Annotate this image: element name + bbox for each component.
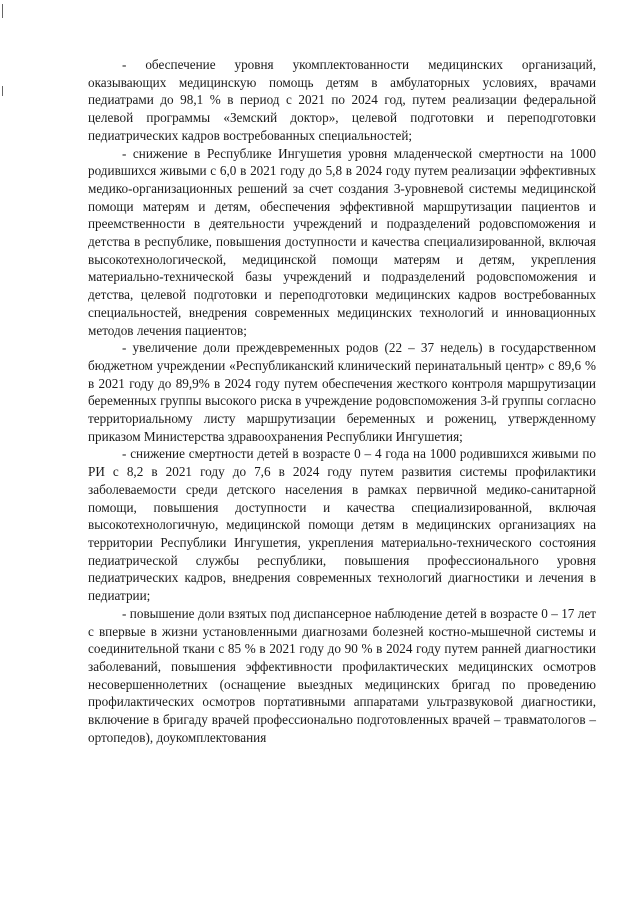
paragraph-premature-births: - увеличение доли преждевременных родов (22 – 37 недель) в государственном бюджетном учреждении «Республиканский клинический перинатальный центр» с 89,6 % в 2021 году до 89,9% в 2024 году путем обеспечения жесткого контроля маршрутизации беременных группы высокого риска в учреждение родовспоможения 3-й группы согласно территориальному листу маршрутизации беременных и рожениц, утвержденному приказом Министерства здравоохранения Республики Ингушетия; [88,340,596,444]
paragraph-staffing: - обеспечение уровня укомплектованности медицинских организаций, оказывающих медицинскую помощь детям в амбулаторных условиях, врачами педиатрами до 98,1 % в период с 2021 по 2024 год, путем реализации федеральной целевой программы «Земский доктор», целевой подготовки и переподготовки педиатрических кадров востребованных специальностей; [88,57,596,143]
scan-edge-mark [2,4,3,18]
paragraph-dispensary-observation: - повышение доли взятых под диспансерное наблюдение детей в возрасте 0 – 17 лет с впервые в жизни установленными диагнозами болезней костно-мышечной системы и соединительной ткани с 85 % в 2021 году до 90 % в 2024 году путем ранней диагностики заболеваний, повышения эффективности профилактических медицинских осмотров несовершеннолетних (оснащение выездных медицинских бригад по проведению профилактических осмотров портативными аппаратами ультразвуковой диагностики, включение в бригаду врачей профессионально подготовленных врачей – травматологов – ортопедов), доукомплектования [88,605,596,745]
paragraph-infant-mortality: - снижение в Республике Ингушетия уровня младенческой смертности на 1000 родившихся живыми с 6,0 в 2021 году до 5,8 в 2024 году путем реализации эффективных медико-организационных решений за счет создания 3-уровневой системы медицинской помощи матерям и детям, обеспечения эффективной маршрутизации пациентов и преемственности в деятельности учреждений и подразделений родовспоможения и детства в республике, повышения доступности и качества специализированной, включая высокотехнологической, медицинской помощи матерям и детям, укрепления материально-технической базы учреждений и подразделений родовспоможения и детства, целевой подготовки и переподготовки медицинских кадров востребованных специальностей, внедрения современных медицинских технологий и инновационных методов лечения пациентов; [88,145,596,338]
document-page [88,56,596,746]
paragraph-child-mortality: - снижение смертности детей в возрасте 0 – 4 года на 1000 родившихся живыми по РИ с 8,2 в 2021 году до 7,6 в 2024 году путем развития системы профилактики заболеваемости среди детского населения в рамках первичной медико-санитарной помощи, повышения доступности и качества специализированной, включая высокотехнологичную, медицинской помощи детям в медицинских организациях на территории Республики Ингушетия, укрепления материально-технического состояния педиатрической службы республики, повышения профессионального уровня педиатрических кадров, внедрения современных технологий диагностики и лечения в педиатрии; [88,446,596,604]
scan-edge-mark [2,86,3,96]
